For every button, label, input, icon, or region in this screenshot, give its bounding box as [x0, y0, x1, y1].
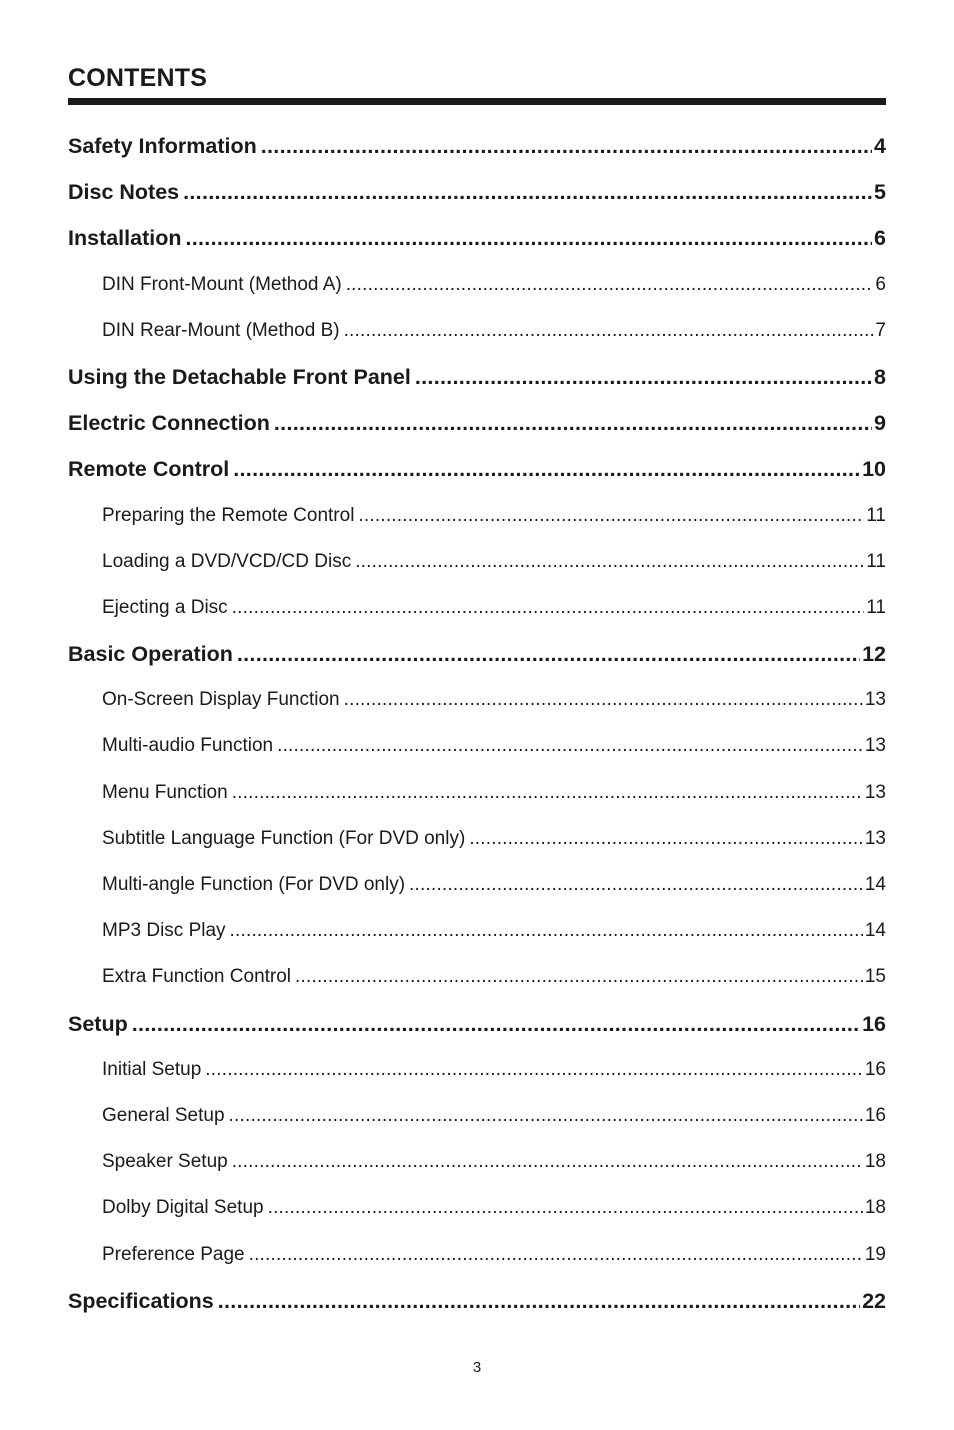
toc-subsection-entry[interactable] [68, 867, 886, 913]
toc-entry-page: 4 [874, 134, 886, 158]
toc-entry-page: 10 [862, 457, 886, 482]
toc-dot-leader [268, 1190, 863, 1226]
toc-entry-page: 14 [864, 874, 886, 895]
toc-entry-title: MP3 Disc Play [102, 920, 226, 942]
toc-dot-leader [277, 728, 863, 764]
toc-section-entry[interactable] [68, 451, 886, 497]
toc-entry-page: 13 [864, 827, 886, 849]
toc-dot-leader [344, 313, 874, 349]
toc-entry-title: Speaker Setup [102, 1151, 228, 1173]
toc-dot-leader [183, 174, 872, 210]
toc-subsection-entry[interactable] [68, 267, 886, 313]
toc-entry-title: Extra Function Control [102, 966, 292, 988]
toc-entry-title: Safety Information [68, 134, 257, 158]
toc-section-entry[interactable] [68, 128, 886, 174]
toc-entry-page: 6 [875, 273, 886, 295]
toc-entry-title: On-Screen Display Function [102, 689, 340, 711]
toc-dot-leader [415, 359, 872, 395]
page-title: CONTENTS [68, 64, 208, 92]
toc-dot-leader [346, 267, 874, 303]
toc-entry-title: DIN Rear-Mount (Method B) [102, 319, 340, 341]
toc-entry-page: 6 [874, 226, 886, 251]
toc-entry-title: Loading a DVD/VCD/CD Disc [102, 550, 352, 572]
toc-subsection-entry[interactable] [68, 1052, 886, 1098]
toc-entry-page: 16 [862, 1011, 886, 1036]
toc-entry-title: Dolby Digital Setup [102, 1197, 264, 1219]
toc-entry-page: 18 [864, 1151, 886, 1173]
toc-entry-title: Multi-audio Function [102, 735, 274, 757]
toc-entry-page: 22 [862, 1288, 886, 1313]
toc-subsection-entry[interactable] [68, 1190, 886, 1236]
toc-section-entry[interactable] [68, 174, 886, 220]
toc-entry-page: 11 [866, 596, 886, 618]
toc-dot-leader [218, 1283, 860, 1319]
toc-entry-page: 13 [864, 781, 886, 803]
toc-dot-leader [295, 959, 863, 995]
toc-dot-leader [185, 220, 872, 256]
toc-entry-page: 9 [874, 411, 886, 436]
toc-entry-title: Specifications [68, 1288, 214, 1313]
toc-dot-leader [249, 1237, 863, 1273]
toc-entry-title: Menu Function [102, 781, 228, 803]
toc-subsection-entry[interactable] [68, 682, 886, 728]
toc-entry-title: Remote Control [68, 457, 230, 482]
toc-entry-title: Using the Detachable Front Panel [68, 364, 411, 389]
toc-entry-title: Electric Connection [68, 411, 270, 436]
toc-dot-leader [229, 1098, 863, 1134]
toc-subsection-entry[interactable] [68, 1237, 886, 1283]
toc-entry-page: 16 [864, 1104, 886, 1126]
toc-dot-leader [274, 405, 872, 441]
toc-dot-leader [344, 682, 863, 718]
toc-entry-page: 11 [866, 550, 886, 572]
toc-entry-title: DIN Front-Mount (Method A) [102, 273, 342, 295]
toc-subsection-entry[interactable] [68, 544, 886, 590]
toc-entry-title: Initial Setup [102, 1058, 202, 1080]
toc-dot-leader [237, 636, 860, 672]
toc-entry-title: Preparing the Remote Control [102, 504, 355, 526]
toc-entry-title: Preference Page [102, 1243, 245, 1265]
toc-subsection-entry[interactable] [68, 498, 886, 544]
toc-section-entry[interactable] [68, 405, 886, 451]
toc-subsection-entry[interactable] [68, 590, 886, 636]
toc-dot-leader [358, 498, 864, 534]
toc-entry-title: Disc Notes [68, 180, 180, 205]
toc-entry-title: Basic Operation [68, 642, 233, 667]
toc-dot-leader [132, 1006, 860, 1042]
toc-entry-title: Ejecting a Disc [102, 596, 228, 618]
toc-entry-page: 14 [864, 920, 886, 942]
table-of-contents [68, 128, 886, 1329]
toc-entry-title: Installation [68, 226, 182, 251]
toc-section-entry[interactable] [68, 1006, 886, 1052]
toc-entry-title: Subtitle Language Function (For DVD only) [102, 827, 466, 849]
toc-dot-leader [232, 775, 863, 811]
toc-entry-page: 16 [864, 1058, 886, 1080]
toc-dot-leader [230, 913, 863, 949]
toc-dot-leader [232, 590, 865, 626]
page-number: 3 [472, 1359, 482, 1376]
toc-section-entry[interactable] [68, 1283, 886, 1329]
toc-dot-leader [232, 1144, 863, 1180]
toc-dot-leader [205, 1052, 863, 1088]
toc-dot-leader [469, 821, 863, 857]
toc-entry-page: 13 [864, 735, 886, 757]
toc-entry-page: 13 [864, 689, 886, 711]
toc-subsection-entry[interactable] [68, 1144, 886, 1190]
toc-entry-page: 8 [874, 364, 886, 389]
toc-dot-leader [261, 128, 872, 164]
toc-entry-page: 15 [864, 966, 886, 988]
toc-subsection-entry[interactable] [68, 775, 886, 821]
toc-entry-page: 5 [874, 180, 886, 205]
toc-subsection-entry[interactable] [68, 313, 886, 359]
toc-dot-leader [233, 451, 860, 487]
title-rule [68, 98, 886, 105]
toc-entry-page: 18 [864, 1197, 886, 1219]
toc-entry-page: 19 [864, 1243, 886, 1265]
toc-section-entry[interactable] [68, 359, 886, 405]
toc-subsection-entry[interactable] [68, 959, 886, 1005]
toc-entry-page: 7 [875, 319, 886, 341]
toc-entry-page: 12 [862, 642, 886, 667]
toc-subsection-entry[interactable] [68, 913, 886, 959]
toc-section-entry[interactable] [68, 636, 886, 682]
toc-entry-title: Setup [68, 1011, 128, 1036]
toc-entry-title: Multi-angle Function (For DVD only) [102, 874, 406, 895]
toc-dot-leader [355, 544, 864, 580]
toc-subsection-entry[interactable] [68, 728, 886, 774]
toc-section-entry[interactable] [68, 220, 886, 266]
toc-entry-page: 11 [866, 504, 886, 526]
toc-entry-title: General Setup [102, 1104, 225, 1126]
toc-subsection-entry[interactable] [68, 821, 886, 867]
toc-dot-leader [409, 867, 863, 903]
toc-subsection-entry[interactable] [68, 1098, 886, 1144]
